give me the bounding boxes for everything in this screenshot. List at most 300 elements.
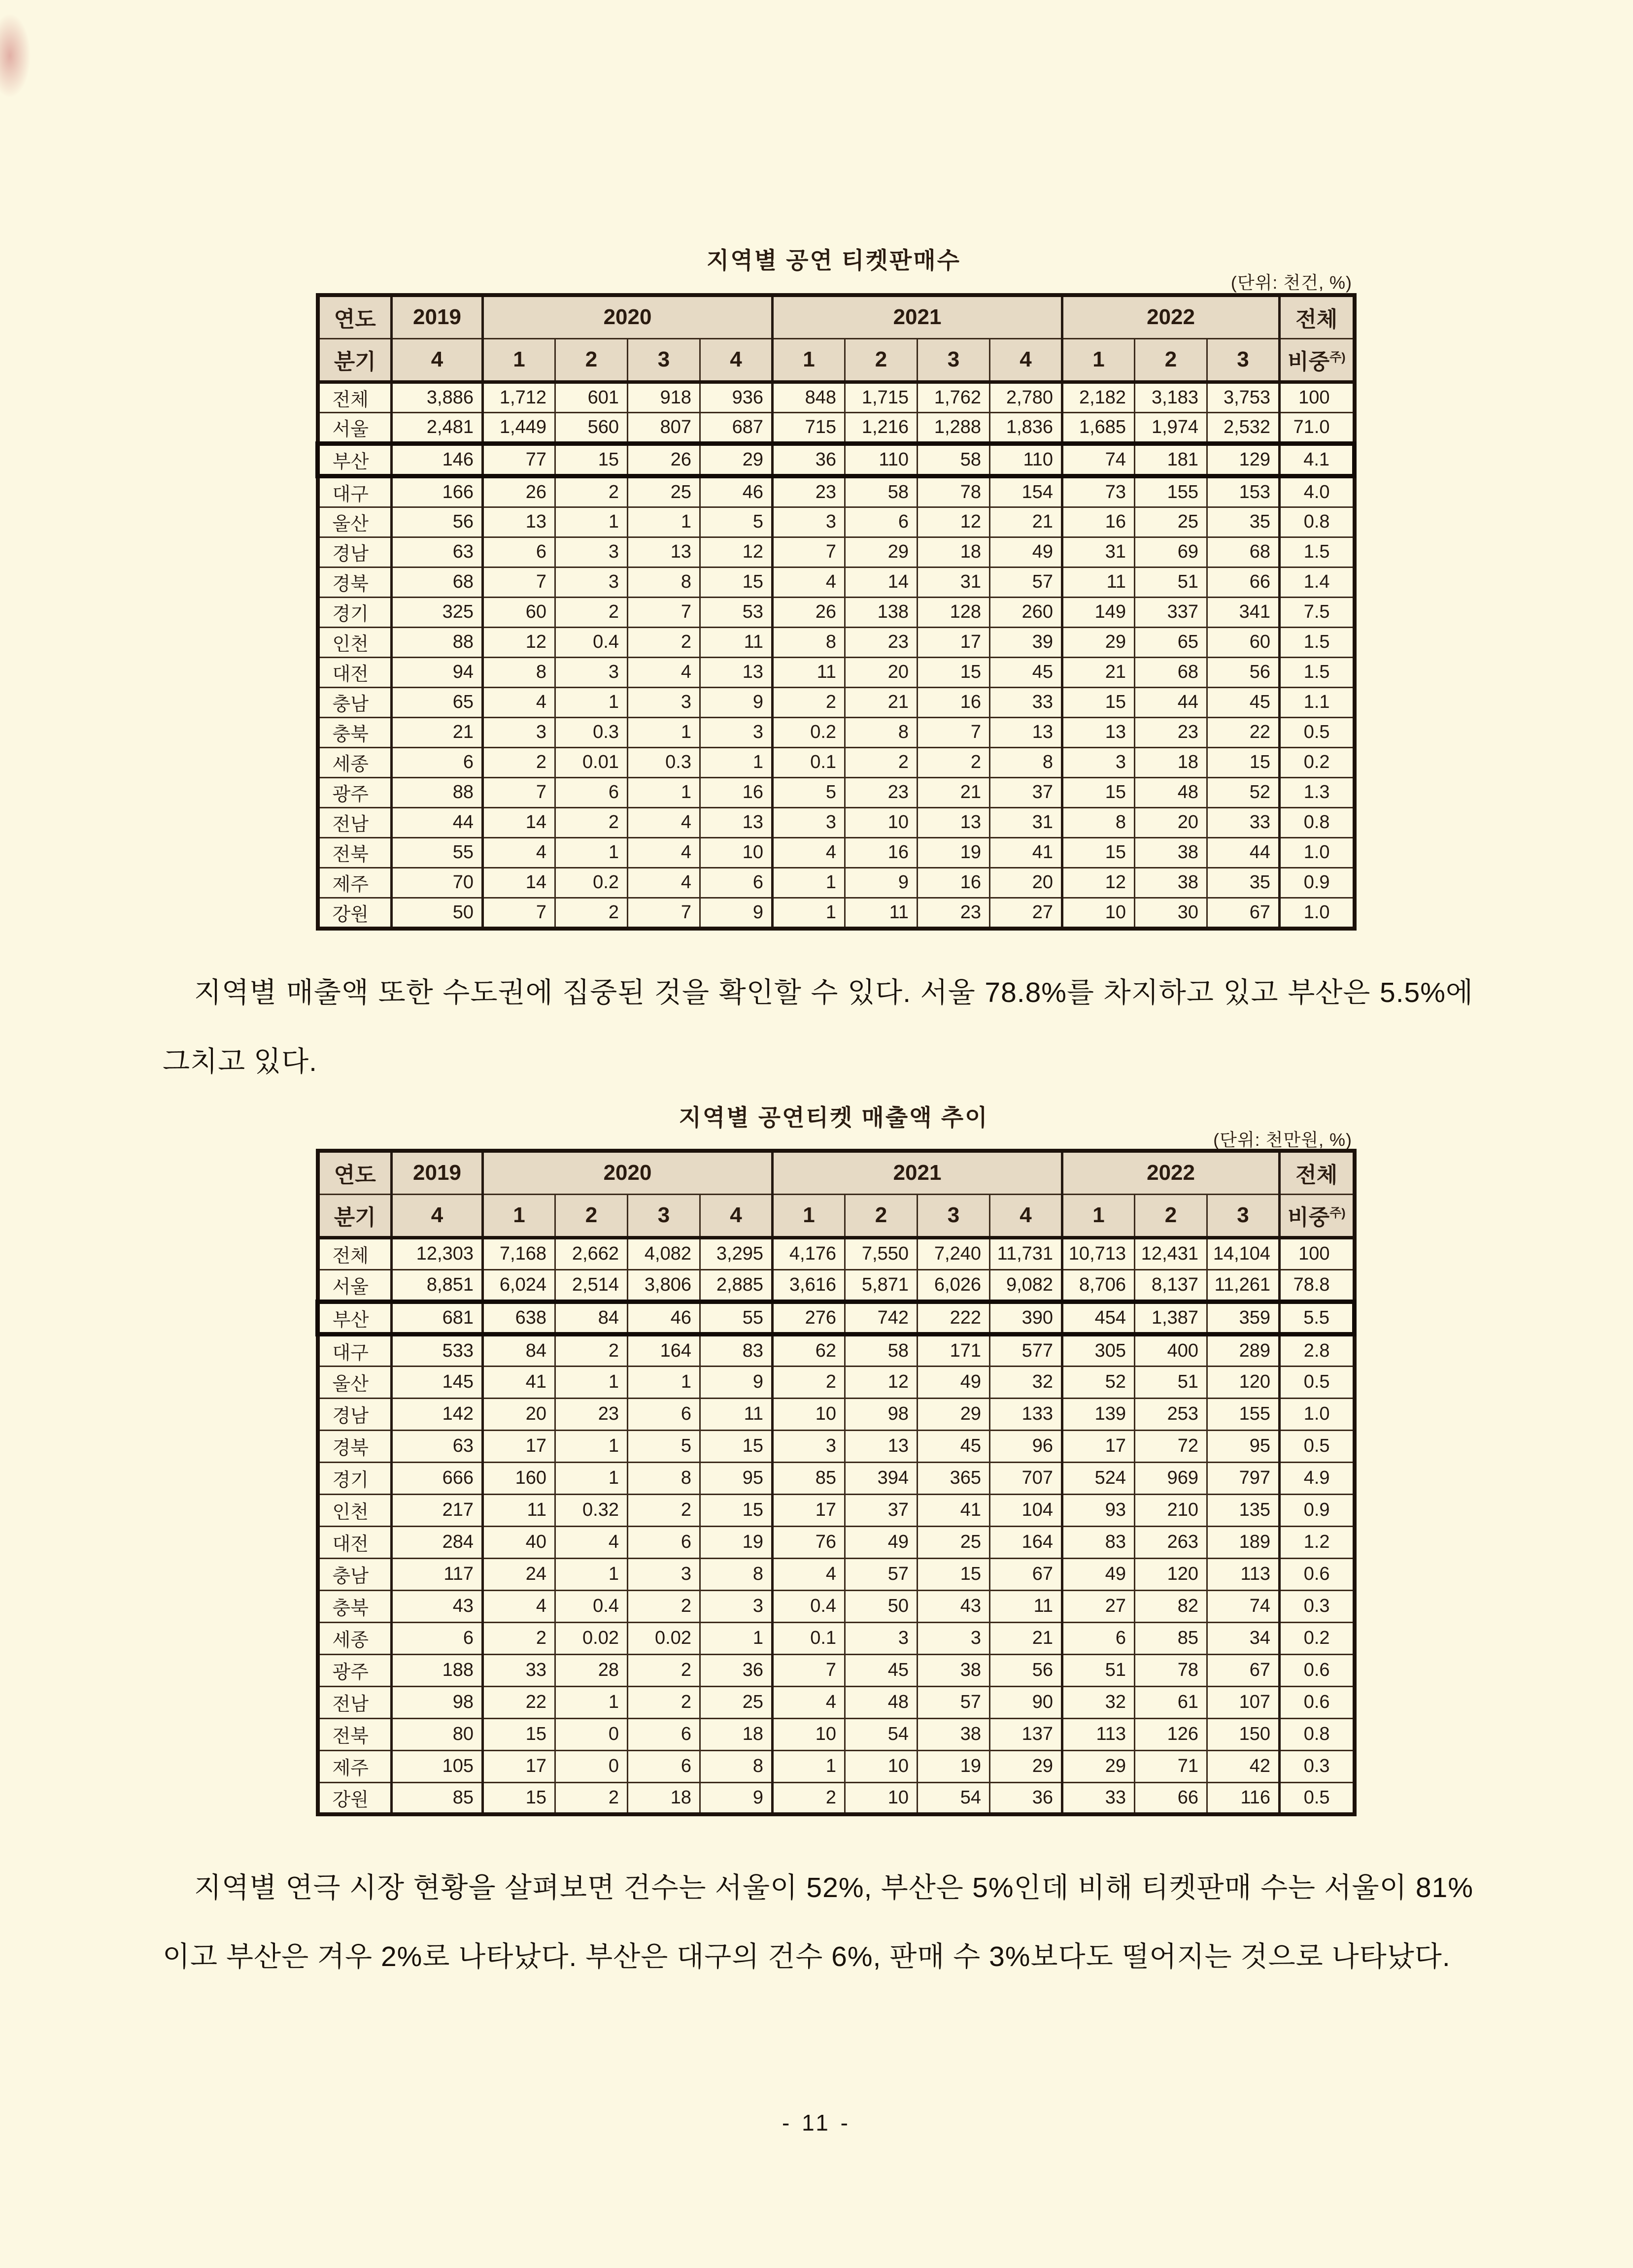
value-cell: 1: [628, 507, 700, 537]
value-cell: 40: [483, 1526, 555, 1558]
value-cell: 78: [1135, 1654, 1207, 1686]
value-cell: 2: [628, 1654, 700, 1686]
value-cell: 65: [1135, 627, 1207, 657]
value-cell: 2: [628, 627, 700, 657]
value-cell: 68: [1207, 537, 1280, 567]
region-label: 제주: [318, 867, 392, 898]
value-cell: 150: [1207, 1718, 1280, 1750]
value-cell: 365: [918, 1462, 990, 1494]
value-cell: 284: [392, 1526, 483, 1558]
value-cell: 110: [990, 443, 1062, 476]
value-cell: 26: [628, 443, 700, 476]
value-cell: 0.4: [773, 1590, 845, 1622]
value-cell: 2: [628, 1590, 700, 1622]
value-cell: 16: [918, 687, 990, 717]
region-label: 세종: [318, 1622, 392, 1654]
table-row-경남: [318, 537, 1355, 567]
value-cell: 16: [918, 867, 990, 898]
table-row-전남: [318, 1686, 1355, 1718]
value-cell: 1,715: [845, 382, 918, 412]
value-cell: 0.02: [628, 1622, 700, 1654]
region-label: 인천: [318, 1494, 392, 1526]
value-cell: 94: [392, 657, 483, 687]
value-cell: 2: [555, 807, 628, 837]
value-cell: 43: [392, 1590, 483, 1622]
table-row-충남: [318, 687, 1355, 717]
value-cell: 263: [1135, 1526, 1207, 1558]
value-cell: 55: [392, 837, 483, 867]
region-label: 경북: [318, 567, 392, 597]
region-label: 인천: [318, 627, 392, 657]
value-cell: 41: [483, 1366, 555, 1398]
value-cell: 4: [483, 837, 555, 867]
year-header: 2019: [392, 1151, 483, 1194]
value-cell: 2,780: [990, 382, 1062, 412]
table-row-광주: [318, 1654, 1355, 1686]
value-cell: 113: [1207, 1558, 1280, 1590]
share-cell: 1.4: [1280, 567, 1355, 597]
value-cell: 166: [392, 476, 483, 507]
value-cell: 58: [845, 476, 918, 507]
value-cell: 454: [1062, 1301, 1135, 1334]
value-cell: 85: [1135, 1622, 1207, 1654]
value-cell: 35: [1207, 867, 1280, 898]
value-cell: 9: [700, 1782, 773, 1814]
table-row-서울: [318, 412, 1355, 443]
share-cell: 1.0: [1280, 1398, 1355, 1430]
value-cell: 15: [918, 657, 990, 687]
table-row-서울: [318, 1269, 1355, 1301]
value-cell: 126: [1135, 1718, 1207, 1750]
quarter-header: 4: [392, 1194, 483, 1237]
value-cell: 390: [990, 1301, 1062, 1334]
share-cell: 0.6: [1280, 1558, 1355, 1590]
region-label: 대구: [318, 1334, 392, 1366]
value-cell: 11: [700, 1398, 773, 1430]
value-cell: 38: [918, 1718, 990, 1750]
value-cell: 70: [392, 867, 483, 898]
value-cell: 8: [773, 627, 845, 657]
value-cell: 9: [845, 867, 918, 898]
value-cell: 6: [392, 1622, 483, 1654]
value-cell: 34: [1207, 1622, 1280, 1654]
value-cell: 43: [918, 1590, 990, 1622]
region-label: 부산: [318, 443, 392, 476]
value-cell: 15: [483, 1782, 555, 1814]
value-cell: 1,449: [483, 412, 555, 443]
quarter-header: 3: [628, 338, 700, 382]
value-cell: 153: [1207, 476, 1280, 507]
value-cell: 41: [918, 1494, 990, 1526]
quarter-header: 4: [700, 1194, 773, 1237]
value-cell: 2: [918, 747, 990, 777]
value-cell: 104: [990, 1494, 1062, 1526]
value-cell: 54: [918, 1782, 990, 1814]
value-cell: 276: [773, 1301, 845, 1334]
table-row-전체: [318, 382, 1355, 412]
value-cell: 41: [990, 837, 1062, 867]
quarter-header: 2: [845, 1194, 918, 1237]
value-cell: 73: [1062, 476, 1135, 507]
value-cell: 715: [773, 412, 845, 443]
value-cell: 19: [918, 1750, 990, 1782]
value-cell: 15: [700, 1494, 773, 1526]
value-cell: 93: [1062, 1494, 1135, 1526]
value-cell: 1,712: [483, 382, 555, 412]
share-cell: 4.9: [1280, 1462, 1355, 1494]
value-cell: 2,481: [392, 412, 483, 443]
share-cell: 0.6: [1280, 1654, 1355, 1686]
region-label: 세종: [318, 747, 392, 777]
value-cell: 6: [628, 1526, 700, 1558]
value-cell: 48: [845, 1686, 918, 1718]
quarter-header: 3: [1207, 1194, 1280, 1237]
share-footnote-mark: 주): [1329, 350, 1346, 365]
value-cell: 154: [990, 476, 1062, 507]
value-cell: 45: [918, 1430, 990, 1462]
share-cell: 0.8: [1280, 1718, 1355, 1750]
value-cell: 8,137: [1135, 1269, 1207, 1301]
value-cell: 7,168: [483, 1237, 555, 1269]
value-cell: 560: [555, 412, 628, 443]
share-header: 비중$^{주)}$: [1280, 1194, 1355, 1237]
value-cell: 22: [1207, 717, 1280, 747]
value-cell: 3: [555, 567, 628, 597]
value-cell: 8: [483, 657, 555, 687]
region-label: 대구: [318, 476, 392, 507]
value-cell: 10: [845, 807, 918, 837]
value-cell: 0.3: [628, 747, 700, 777]
value-cell: 742: [845, 1301, 918, 1334]
value-cell: 394: [845, 1462, 918, 1494]
value-cell: 133: [990, 1398, 1062, 1430]
value-cell: 4: [483, 1590, 555, 1622]
value-cell: 90: [990, 1686, 1062, 1718]
value-cell: 110: [845, 443, 918, 476]
value-cell: 27: [990, 898, 1062, 929]
value-cell: 13: [483, 507, 555, 537]
region-label: 충북: [318, 717, 392, 747]
value-cell: 63: [392, 537, 483, 567]
value-cell: 164: [990, 1526, 1062, 1558]
value-cell: 2,662: [555, 1237, 628, 1269]
value-cell: 4: [483, 687, 555, 717]
region-label: 강원: [318, 898, 392, 929]
value-cell: 3,886: [392, 382, 483, 412]
table-row-경북: [318, 1430, 1355, 1462]
value-cell: 11: [990, 1590, 1062, 1622]
value-cell: 120: [1207, 1366, 1280, 1398]
value-cell: 3: [773, 1430, 845, 1462]
value-cell: 49: [990, 537, 1062, 567]
value-cell: 145: [392, 1366, 483, 1398]
value-cell: 19: [918, 837, 990, 867]
value-cell: 2: [773, 687, 845, 717]
value-cell: 222: [918, 1301, 990, 1334]
value-cell: 10: [773, 1398, 845, 1430]
value-cell: 2: [628, 1686, 700, 1718]
year-header: 2019: [392, 295, 483, 338]
value-cell: 5: [773, 777, 845, 807]
region-label: 충남: [318, 1558, 392, 1590]
value-cell: 0.3: [555, 717, 628, 747]
value-cell: 2: [483, 1622, 555, 1654]
value-cell: 13: [990, 717, 1062, 747]
value-cell: 12: [845, 1366, 918, 1398]
value-cell: 30: [1135, 898, 1207, 929]
value-cell: 1: [773, 898, 845, 929]
value-cell: 88: [392, 777, 483, 807]
value-cell: 4: [555, 1526, 628, 1558]
value-cell: 135: [1207, 1494, 1280, 1526]
table-row-경기: [318, 1462, 1355, 1494]
value-cell: 27: [1062, 1590, 1135, 1622]
quarter-header: 1: [773, 338, 845, 382]
value-cell: 95: [1207, 1430, 1280, 1462]
share-cell: 1.0: [1280, 837, 1355, 867]
value-cell: 1: [700, 1622, 773, 1654]
quarter-header: 4: [700, 338, 773, 382]
value-cell: 1,836: [990, 412, 1062, 443]
value-cell: 74: [1062, 443, 1135, 476]
table-row-강원: [318, 898, 1355, 929]
value-cell: 6: [1062, 1622, 1135, 1654]
value-cell: 3: [700, 717, 773, 747]
value-cell: 138: [845, 597, 918, 627]
value-cell: 4,082: [628, 1237, 700, 1269]
value-cell: 188: [392, 1654, 483, 1686]
value-cell: 39: [990, 627, 1062, 657]
value-cell: 2,514: [555, 1269, 628, 1301]
year-header: 2020: [483, 1151, 773, 1194]
table-row-인천: [318, 1494, 1355, 1526]
quarter-header: 3: [918, 1194, 990, 1237]
value-cell: 14,104: [1207, 1237, 1280, 1269]
value-cell: 0.02: [555, 1622, 628, 1654]
value-cell: 23: [773, 476, 845, 507]
value-cell: 56: [990, 1654, 1062, 1686]
value-cell: 577: [990, 1334, 1062, 1366]
value-cell: 260: [990, 597, 1062, 627]
value-cell: 45: [845, 1654, 918, 1686]
value-cell: 3,616: [773, 1269, 845, 1301]
value-cell: 44: [1207, 837, 1280, 867]
table-row-광주: [318, 777, 1355, 807]
share-cell: 0.5: [1280, 717, 1355, 747]
value-cell: 6: [392, 747, 483, 777]
value-cell: 0.1: [773, 1622, 845, 1654]
value-cell: 74: [1207, 1590, 1280, 1622]
value-cell: 936: [700, 382, 773, 412]
table-row-울산: [318, 507, 1355, 537]
value-cell: 19: [700, 1526, 773, 1558]
region-label: 충남: [318, 687, 392, 717]
value-cell: 5: [700, 507, 773, 537]
value-cell: 21: [392, 717, 483, 747]
region-label: 충북: [318, 1590, 392, 1622]
region-label: 제주: [318, 1750, 392, 1782]
value-cell: 31: [990, 807, 1062, 837]
table-row-전체: [318, 1237, 1355, 1269]
value-cell: 848: [773, 382, 845, 412]
value-cell: 11,261: [1207, 1269, 1280, 1301]
value-cell: 14: [483, 867, 555, 898]
quarter-header: 1: [483, 1194, 555, 1237]
value-cell: 0.1: [773, 747, 845, 777]
value-cell: 1,387: [1135, 1301, 1207, 1334]
region-label: 광주: [318, 777, 392, 807]
value-cell: 15: [700, 567, 773, 597]
year-header: 2021: [773, 1151, 1062, 1194]
table-row-세종: [318, 1622, 1355, 1654]
share-footnote-mark: 주): [1329, 1206, 1346, 1220]
value-cell: 13: [700, 657, 773, 687]
quarter-row-label: 분기: [318, 338, 392, 382]
value-cell: 65: [392, 687, 483, 717]
value-cell: 58: [845, 1334, 918, 1366]
value-cell: 85: [392, 1782, 483, 1814]
value-cell: 45: [990, 657, 1062, 687]
value-cell: 12: [700, 537, 773, 567]
region-label: 경남: [318, 537, 392, 567]
share-cell: 1.5: [1280, 627, 1355, 657]
value-cell: 1: [555, 687, 628, 717]
value-cell: 666: [392, 1462, 483, 1494]
value-cell: 3: [555, 537, 628, 567]
value-cell: 9: [700, 687, 773, 717]
value-cell: 69: [1135, 537, 1207, 567]
value-cell: 3: [700, 1590, 773, 1622]
value-cell: 12,303: [392, 1237, 483, 1269]
value-cell: 37: [845, 1494, 918, 1526]
value-cell: 20: [845, 657, 918, 687]
value-cell: 12: [918, 507, 990, 537]
value-cell: 2: [773, 1782, 845, 1814]
value-cell: 359: [1207, 1301, 1280, 1334]
value-cell: 1: [555, 837, 628, 867]
table2-title: 지역별 공연티켓 매출액 추이: [679, 1104, 989, 1131]
value-cell: 8: [700, 1558, 773, 1590]
value-cell: 7: [773, 1654, 845, 1686]
value-cell: 3: [483, 717, 555, 747]
value-cell: 8: [845, 717, 918, 747]
value-cell: 0: [555, 1750, 628, 1782]
value-cell: 4: [628, 807, 700, 837]
value-cell: 6: [845, 507, 918, 537]
value-cell: 71: [1135, 1750, 1207, 1782]
value-cell: 66: [1135, 1782, 1207, 1814]
value-cell: 25: [918, 1526, 990, 1558]
value-cell: 113: [1062, 1718, 1135, 1750]
value-cell: 33: [1207, 807, 1280, 837]
value-cell: 68: [1135, 657, 1207, 687]
value-cell: 37: [990, 777, 1062, 807]
share-cell: 0.3: [1280, 1750, 1355, 1782]
value-cell: 11: [1062, 567, 1135, 597]
value-cell: 325: [392, 597, 483, 627]
value-cell: 60: [1207, 627, 1280, 657]
share-cell: 0.8: [1280, 507, 1355, 537]
value-cell: 67: [990, 1558, 1062, 1590]
quarter-header: 2: [555, 338, 628, 382]
value-cell: 57: [845, 1558, 918, 1590]
value-cell: 171: [918, 1334, 990, 1366]
value-cell: 16: [845, 837, 918, 867]
value-cell: 120: [1135, 1558, 1207, 1590]
year-row-label: 연도: [318, 1151, 392, 1194]
table2-unit-note: (단위: 천만원, %): [1213, 1130, 1352, 1150]
paragraph-market-status: 지역별 연극 시장 현황을 살펴보면 건수는 서울이 52%, 부산은 5%인데 비해 티켓판매 수는 서울이 81%이고 부산은 겨우 2%로 나타났다. 부산은 대구의 건수 6%, 판매 수 3%보다도 떨어지는 것으로 나타났다.: [163, 1872, 1473, 1972]
value-cell: 11: [700, 627, 773, 657]
value-cell: 23: [845, 627, 918, 657]
value-cell: 918: [628, 382, 700, 412]
value-cell: 38: [1135, 867, 1207, 898]
value-cell: 25: [628, 476, 700, 507]
value-cell: 33: [483, 1654, 555, 1686]
value-cell: 2: [555, 898, 628, 929]
region-label: 강원: [318, 1782, 392, 1814]
value-cell: 13: [1062, 717, 1135, 747]
value-cell: 32: [1062, 1686, 1135, 1718]
value-cell: 1,685: [1062, 412, 1135, 443]
value-cell: 98: [845, 1398, 918, 1430]
value-cell: 61: [1135, 1686, 1207, 1718]
table1-title: 지역별 공연 티켓판매수: [706, 247, 961, 273]
value-cell: 18: [918, 537, 990, 567]
value-cell: 6,026: [918, 1269, 990, 1301]
value-cell: 33: [1062, 1782, 1135, 1814]
value-cell: 2,182: [1062, 382, 1135, 412]
share-cell: 0.9: [1280, 867, 1355, 898]
value-cell: 21: [845, 687, 918, 717]
table-row-대전: [318, 1526, 1355, 1558]
value-cell: 1,216: [845, 412, 918, 443]
value-cell: 0.2: [773, 717, 845, 747]
table-row-대구: [318, 1334, 1355, 1366]
region-label: 울산: [318, 1366, 392, 1398]
share-cell: 71.0: [1280, 412, 1355, 443]
value-cell: 21: [1062, 657, 1135, 687]
value-cell: 129: [1207, 443, 1280, 476]
value-cell: 1: [628, 717, 700, 747]
value-cell: 35: [1207, 507, 1280, 537]
value-cell: 10,713: [1062, 1237, 1135, 1269]
value-cell: 25: [1135, 507, 1207, 537]
value-cell: 3: [918, 1622, 990, 1654]
value-cell: 2: [845, 747, 918, 777]
value-cell: 18: [628, 1782, 700, 1814]
value-cell: 687: [700, 412, 773, 443]
table-row-전남: [318, 807, 1355, 837]
value-cell: 17: [1062, 1430, 1135, 1462]
quarter-header: 1: [773, 1194, 845, 1237]
region-label: 부산: [318, 1301, 392, 1334]
value-cell: 29: [1062, 627, 1135, 657]
value-cell: 1: [555, 1686, 628, 1718]
value-cell: 707: [990, 1462, 1062, 1494]
value-cell: 83: [1062, 1526, 1135, 1558]
table-row-제주: [318, 1750, 1355, 1782]
value-cell: 21: [990, 1622, 1062, 1654]
share-cell: 0.5: [1280, 1430, 1355, 1462]
region-label: 대전: [318, 657, 392, 687]
value-cell: 681: [392, 1301, 483, 1334]
region-label: 전남: [318, 1686, 392, 1718]
region-label: 전북: [318, 837, 392, 867]
value-cell: 164: [628, 1334, 700, 1366]
value-cell: 105: [392, 1750, 483, 1782]
year-header: 2021: [773, 295, 1062, 338]
